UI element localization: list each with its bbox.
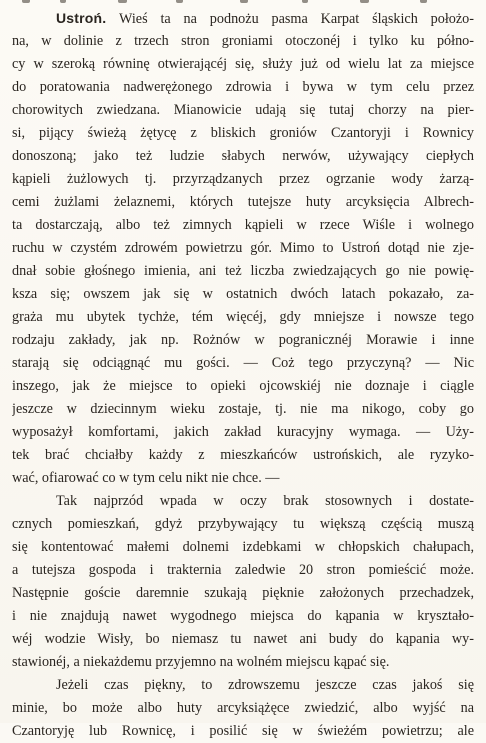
paragraph-2-line: Następnie goście daremnie szukają pięknie założonych przechadzek, (12, 585, 474, 601)
paragraph-1-line: kąpieli żużlowych tj. przyrządzanych przez ogrzanie wody żarzą- (12, 171, 474, 187)
cropped-previous-line (0, 0, 486, 6)
paragraph-1-line: chorowitych zwiedzana. Mianowicie udają się tutaj chorzy na pier- (12, 102, 474, 118)
paragraph-2-line: a tutejsza gospoda i trakternia zaledwie 20 stron pomieścić może. (12, 562, 474, 578)
paragraph-2-line: Tak najprzód wpada w oczy brak stosownych i dostate- (56, 493, 474, 509)
paragraph-2-line: i nie znajdują nawet wygodnego miejsca do kąpania w kryształo- (12, 608, 474, 624)
paragraph-2-line: stawionéj, a niekażdemu przyjemno na wolném miejscu kąpać się. (12, 654, 390, 670)
paragraph-1-line: ruchu w czystém zdrowém powietrzu gór. Mimo to Ustroń dotąd nie zje- (12, 240, 474, 256)
paragraph-3-line: Jeżeli czas piękny, to zdrowszemu jeszcze czas jakoś się (56, 677, 474, 693)
paragraph-1-line: ta dostarczają, albo też zimnych kąpieli w rzece Wiśle i wolnego (12, 217, 474, 233)
paragraph-1-line: wać, ofiarować co w tym celu nikt nie chce. — (12, 470, 280, 486)
paragraph-1-line: inszego, jak że miejsce to opieki ojcowskiéj nie doznaje i ciągle (12, 378, 474, 394)
paragraph-2-line: wéj wodzie Wisły, bo niemasz tu nawet ani budy do kąpania wy- (12, 631, 474, 647)
paragraph-2-line: się kontentować małemi dolnemi izdebkami w chłopskich chałupach, (12, 539, 474, 555)
place-name-heading: Ustroń. (56, 10, 107, 26)
paragraph-1-line: graża mu ubytek tychże, tém więcéj, gdy mniejsze i nowsze tego (12, 309, 474, 325)
paragraph-1-line: jeszcze w dziecinnym wieku zostaje, tj. nie ma nikogo, coby go (12, 401, 474, 417)
paragraph-1-line: starają się odciągnąć mu gości. — Coż tego przyczyną? — Nic (12, 355, 474, 371)
paragraph-1-line: cemi żużlami żelaznemi, których tutejsze huty arcyksięcia Albrech- (12, 194, 474, 210)
paragraph-1-line: wyposażył komfortami, jakich zakład kuracyjny wymaga. — Uży- (12, 424, 474, 440)
paragraph-1-line: do poratowania nadwerężonego zdrowia i bywa w tym celu przez (12, 79, 474, 95)
paragraph-1-line: Ustroń. Wieś ta na podnożu pasma Karpat śląskich położo- (56, 10, 474, 27)
paragraph-1-line: cy w szeroką równinę otwierającéj się, służy już od wielu lat za miejsce (12, 56, 474, 72)
paragraph-1-line: rodzaju zakłady, jak np. Rożnów w pogranicznéj Morawie i inne (12, 332, 474, 348)
paragraph-1-line: dnał sobie głośnego imienia, ani też liczba zwiedzających go nie powię- (12, 263, 474, 279)
paragraph-1-line: tek brać chciałby każdy z mieszkańców ustrońskich, ale ryzyko- (12, 447, 474, 463)
paragraph-2-line: cznych pomieszkań, gdyż przybywający tu większą częścią muszą (12, 516, 474, 532)
paragraph-3-line: minie, bo może albo huty arcyksiążęce zwiedzić, albo wyjść na (12, 700, 474, 716)
paragraph-3-line: Czantoryję lub Rownicę, i posilić się w świeżém powietrzu; ale (12, 723, 474, 739)
body-text (12, 7, 474, 743)
paragraph-1-line: si, pijący świeżą żętycę z bliskich groniów Czantoryji i Rownicy (12, 125, 474, 141)
paragraph-1-line: na, w dolinie z trzech stron groniami otoczonéj i tylko ku półno- (12, 33, 474, 49)
paragraph-1-line: donoszoną; jako też ludzie słabych nerwów, używający ciepłych (12, 148, 474, 164)
paragraph-1-line: ksza się; owszem jak się w ostatnich dwóch latach pokazało, za- (12, 286, 474, 302)
